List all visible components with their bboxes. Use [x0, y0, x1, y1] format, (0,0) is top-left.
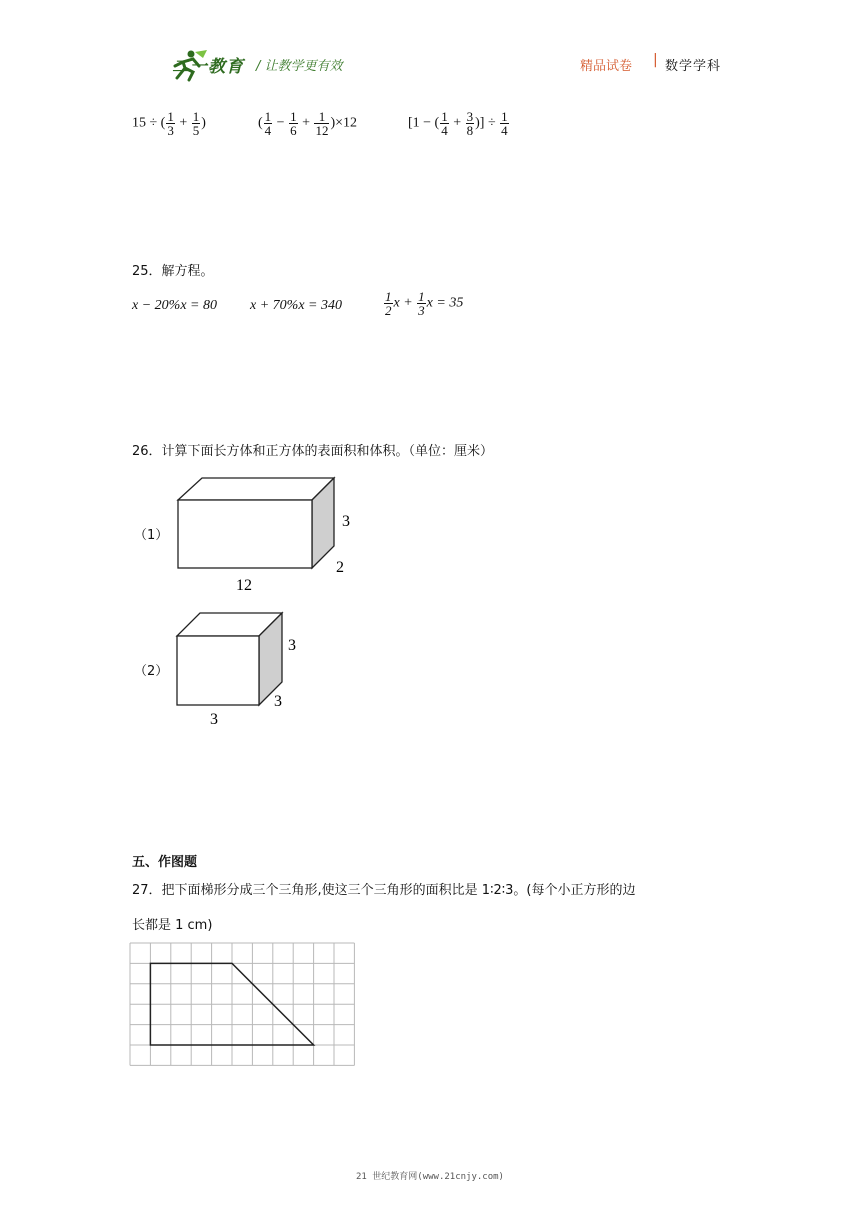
numerator: 3 — [466, 109, 474, 124]
denominator: 4 — [501, 123, 508, 138]
height-label: 3 — [288, 637, 296, 654]
denominator: 3 — [167, 123, 174, 138]
doc-type-label: 精品试卷 — [580, 59, 633, 74]
q27-text-line-1: 27．把下面梯形分成三个三角形,使这三个三角形的面积比是 1∶2∶3。(每个小正方形的边 — [132, 883, 636, 898]
q26-title: 26．计算下面长方体和正方体的表面积和体积。（单位：厘米） — [132, 444, 494, 459]
numerator: 1 — [290, 109, 297, 124]
header-separator: | — [653, 52, 658, 68]
figure-1-label: （1） — [134, 528, 169, 543]
denominator: 6 — [290, 123, 297, 138]
numerator: 1 — [192, 109, 200, 124]
length-label: 12 — [236, 577, 252, 594]
fraction — [166, 110, 175, 137]
height-label: 3 — [342, 513, 350, 530]
cuboid-figure — [170, 474, 370, 594]
q25-equation-3 — [383, 290, 463, 317]
expr-text: 15 ÷ ( — [132, 115, 166, 131]
width-label: 3 — [274, 693, 282, 710]
fraction — [192, 110, 201, 137]
numerator: 1 — [264, 109, 272, 124]
q24-expression-2 — [258, 110, 357, 137]
expr-text: ( — [258, 115, 263, 131]
expr-text: ) — [201, 115, 206, 131]
expr-text: + — [298, 115, 314, 131]
denominator: 2 — [385, 303, 392, 318]
expr-text: [1 − ( — [408, 115, 440, 131]
numerator: 1 — [385, 289, 392, 304]
numerator: 1 — [167, 109, 174, 124]
numerator: 1 — [501, 109, 508, 124]
fraction — [384, 290, 393, 317]
denominator: 4 — [441, 123, 448, 138]
q24-expression-1 — [132, 110, 206, 137]
expr-text: )] ÷ — [475, 115, 500, 131]
denominator: 3 — [418, 303, 425, 318]
q27-text-line-2: 长都是 1 cm) — [132, 918, 213, 933]
expr-text: )×12 — [330, 115, 358, 131]
grid-with-trapezoid — [128, 941, 358, 1071]
fraction — [500, 110, 509, 137]
denominator: 8 — [466, 123, 474, 138]
logo-text: 二一教育 — [172, 57, 244, 77]
subject-label: 数学学科 — [665, 59, 722, 74]
figure-2-label: （2） — [134, 664, 169, 679]
expr-text: + — [449, 115, 465, 131]
fraction — [314, 110, 329, 137]
numerator: 1 — [441, 109, 448, 124]
footer-source: 21 世纪教育网(www.21cnjy.com) — [356, 1172, 504, 1182]
expr-text: + — [175, 115, 191, 131]
q25-equation-1: x − 20%x = 80 — [132, 298, 217, 313]
numerator: 1 — [314, 110, 329, 124]
numerator: 1 — [418, 289, 425, 304]
header-slogan: / 让教学更有效 — [256, 59, 343, 74]
expr-text: − — [273, 115, 289, 131]
expr-text: x + — [393, 295, 417, 311]
fraction — [264, 110, 273, 137]
expr-text: x = 35 — [426, 295, 464, 311]
fraction — [440, 110, 449, 137]
fraction — [289, 110, 298, 137]
denominator: 5 — [192, 123, 200, 138]
denominator: 4 — [264, 123, 272, 138]
width-label: 2 — [336, 559, 344, 576]
denominator: 12 — [315, 123, 329, 138]
cube-figure — [170, 608, 310, 728]
q24-expression-3 — [408, 110, 510, 137]
fraction — [417, 290, 426, 317]
q25-equation-2: x + 70%x = 340 — [250, 298, 342, 313]
length-label: 3 — [210, 711, 218, 728]
q25-title: 25．解方程。 — [132, 264, 214, 279]
section-title: 五、作图题 — [132, 855, 198, 870]
fraction — [466, 110, 475, 137]
